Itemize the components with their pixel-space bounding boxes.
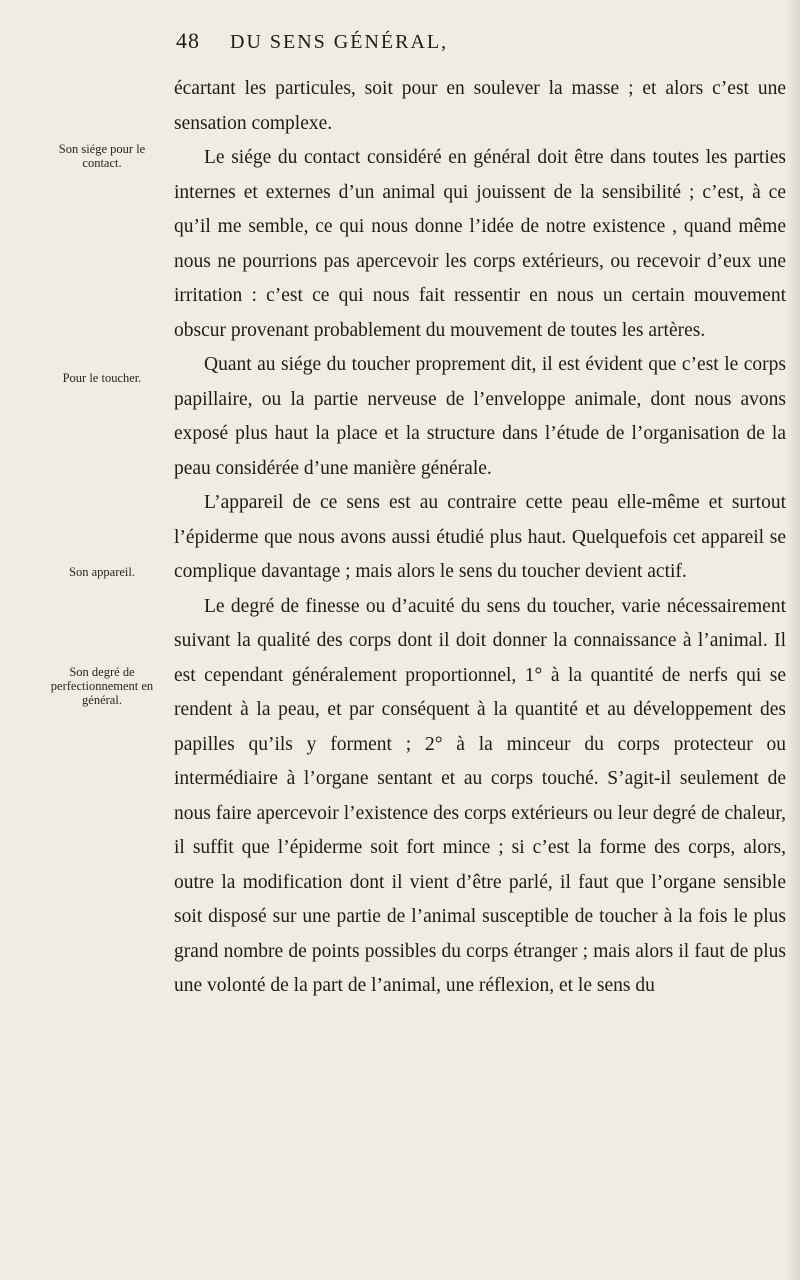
paragraph-continuation: écartant les particules, soit pour en soulever la masse ; et alors c’est une sensation complexe.: [174, 78, 786, 134]
paragraph-contact: Le siége du contact considéré en général doit être dans toutes les parties internes et externes d’un animal qui jouissent de la sensibilité ; c’est, à ce qu’il me semble, ce qui nous donne l’idée de notre existence , quand même nous ne pourrions pas apercevoir les corps extérieurs, ou recevoir d’eux une irritation : c’est ce qui nous fait ressentir en nous un certain mouvement obscur provenant probablement du mouvement de toutes les artères.: [174, 147, 786, 341]
margin-note-contact: Son siége pour le contact.: [58, 142, 146, 170]
page-edge-shadow: [786, 0, 800, 1280]
running-title: DU SENS GÉNÉRAL,: [230, 31, 449, 53]
margin-note-toucher: Pour le toucher.: [62, 371, 142, 385]
page-number: 48: [176, 28, 200, 53]
running-head: [176, 28, 596, 54]
body-text: [174, 72, 786, 1004]
margin-note-appareil: Son appareil.: [69, 565, 135, 579]
paragraph-appareil: L’appareil de ce sens est au contraire cette peau elle-même et surtout l’épiderme que nous avons aussi étudié plus haut. Quelquefois cet appareil se complique davantage ; mais alors le sens du toucher devient actif.: [174, 492, 786, 582]
paragraph-toucher: Quant au siége du toucher proprement dit, il est évident que c’est le corps papillaire, ou la partie nerveuse de l’enveloppe animale, dont nous avons exposé plus haut la place et la structure dans l’étude de l’organisation de la peau considérée d’une manière générale.: [174, 354, 786, 479]
margin-note-degre: Son degré de perfectionnement en général.: [50, 665, 154, 707]
paragraph-degre: Le degré de finesse ou d’acuité du sens du toucher, varie nécessairement suivant la qualité des corps dont il doit donner la connaissance à l’animal. Il est cependant généralement proportionnel, 1° à la quantité de nerfs qui se rendent à la peau, et par conséquent à la quantité et au développement des papilles qu’ils y forment ; 2° à la minceur du corps protecteur ou intermédiaire à l’organe sentant et au corps touché. S’agit-il seulement de nous faire apercevoir l’existence des corps extérieurs ou leur degré de chaleur, il suffit que l’épiderme soit fort mince ; si c’est la forme des corps, alors, outre la modification dont il vient d’être parlé, il faut que l’organe sensible soit disposé sur une partie de l’animal susceptible de toucher à la fois le plus grand nombre de points possibles du corps étranger ; mais alors il faut de plus une volonté de la part de l’animal, une réflexion, et le sens du: [174, 595, 786, 996]
